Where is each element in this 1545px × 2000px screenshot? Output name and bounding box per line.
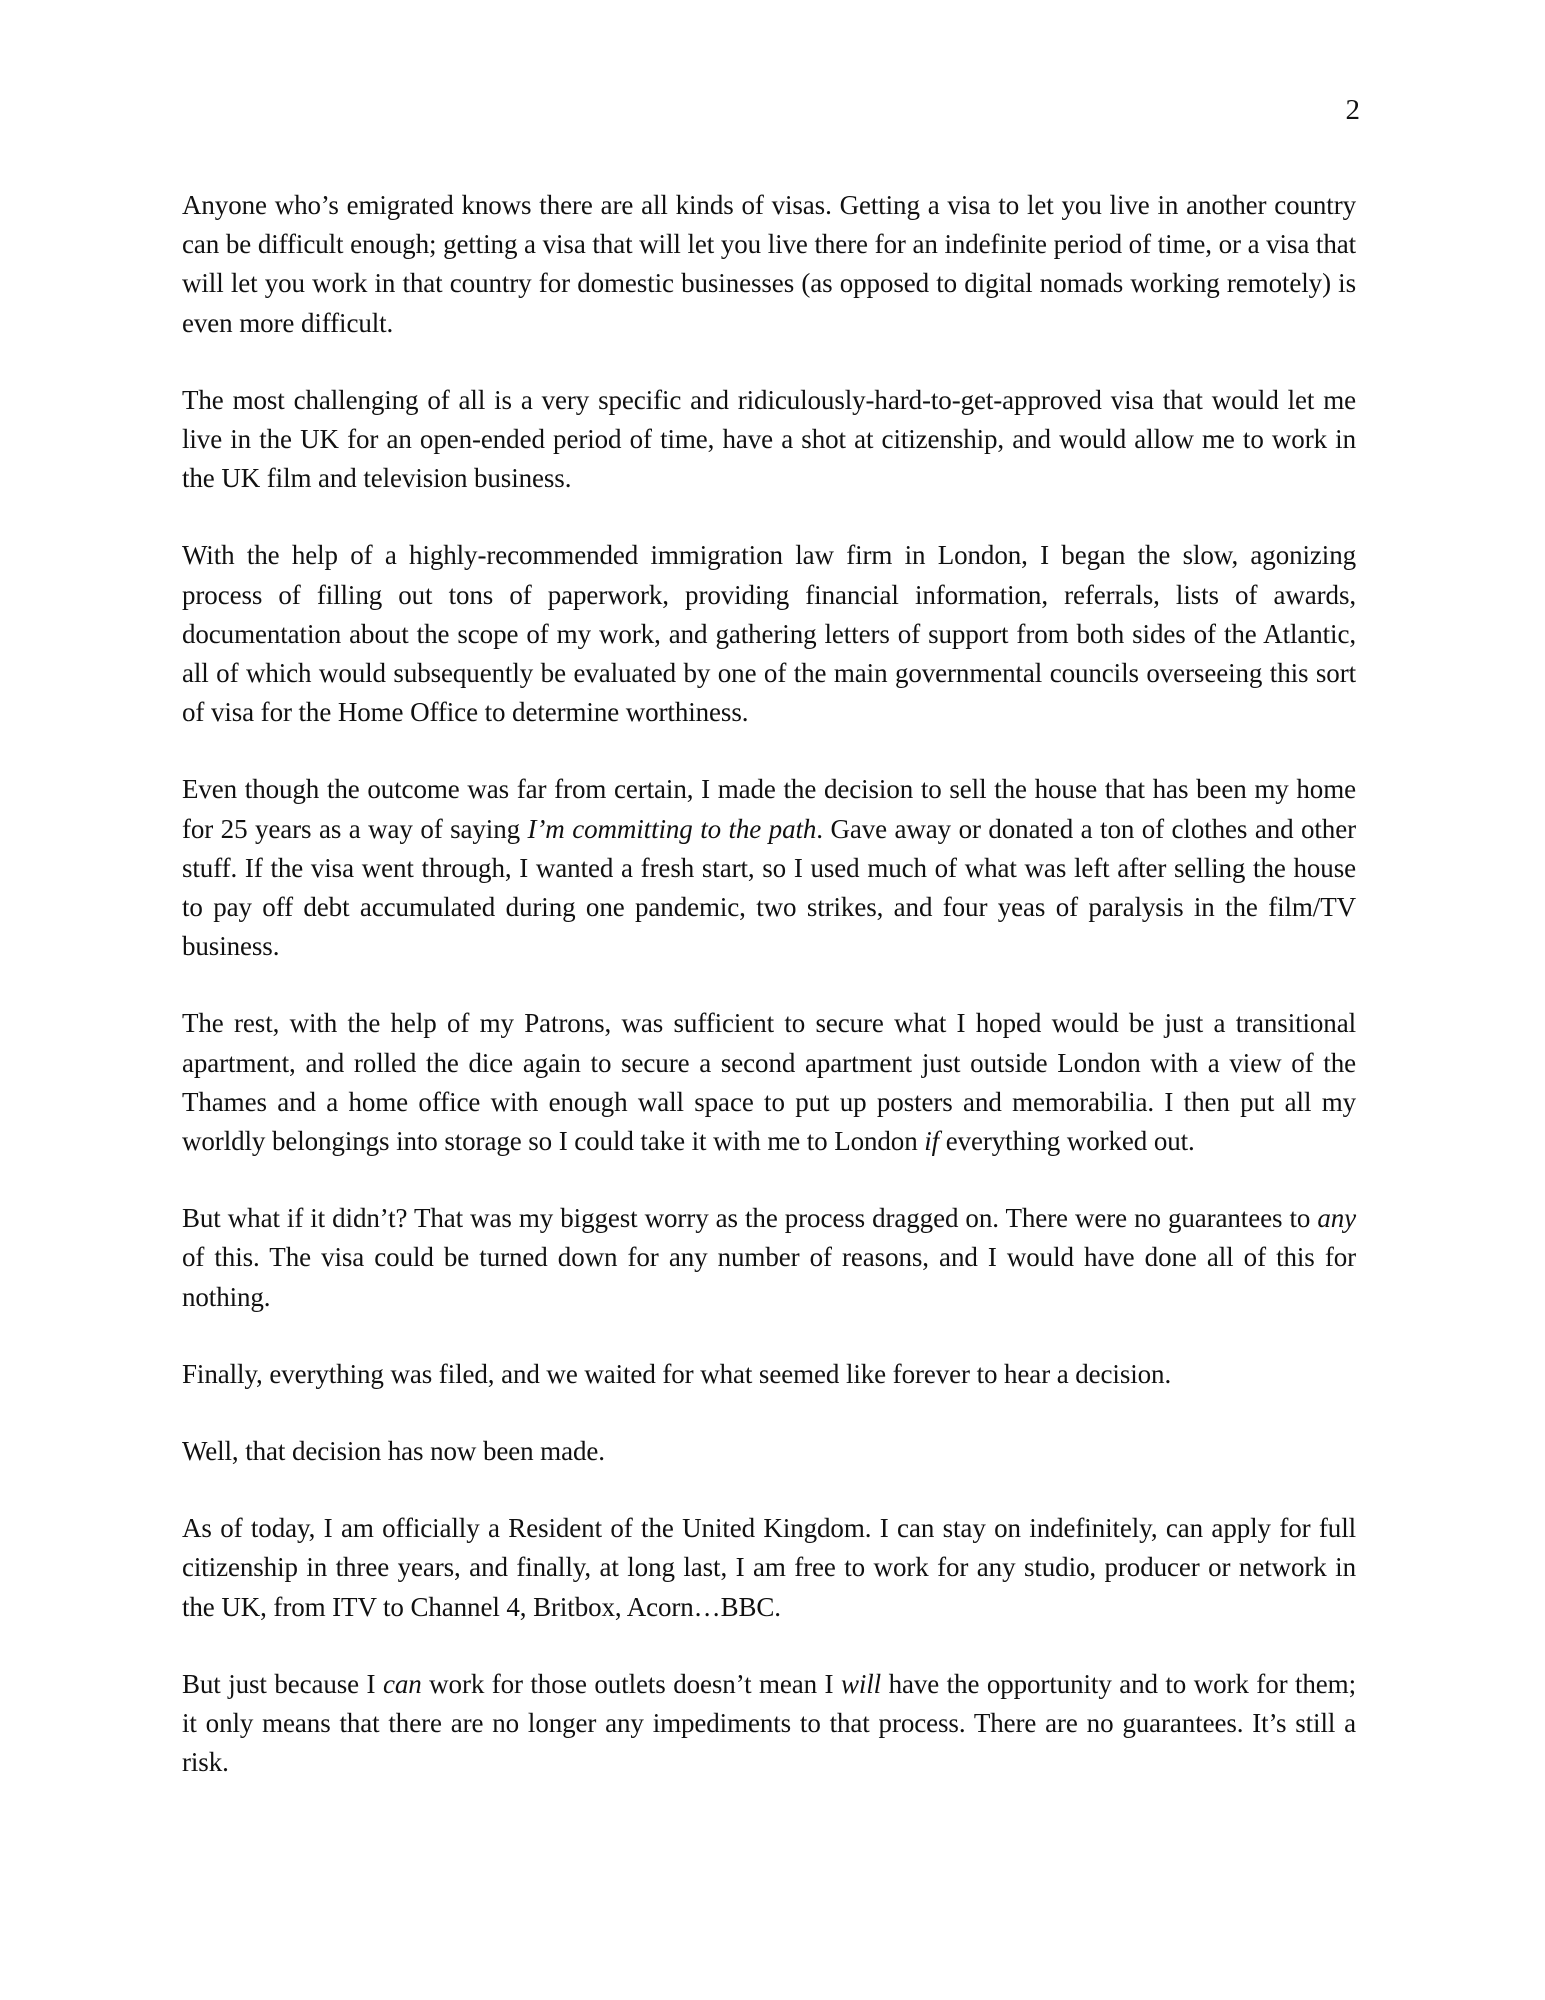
paragraph-text: With the help of a highly-recommended immigration law firm in London, I began the slow, agonizing process of filling out tons of paperwork, providing financial information, referrals, lists of awards, documentation about the scope of my work, and gathering letters of support from both sides of the Atlantic, all of which would subsequently be evaluated by one of the main governmental councils overseeing this sort of visa for the Home Office to determine worthiness.: [182, 540, 1356, 728]
paragraph-text: Well, that decision has now been made.: [182, 1436, 605, 1467]
paragraph-text: Even though the outcome was far from certain, I made the decision to sell the house that has been my home for 25 years as a way of saying: [182, 774, 1356, 844]
paragraph-emphasis: any: [1317, 1203, 1356, 1234]
paragraph-text: work for those outlets doesn’t mean I: [421, 1668, 841, 1699]
paragraph-emphasis: will: [840, 1668, 882, 1699]
paragraph-apartments: [182, 1004, 1356, 1161]
paragraph-sell-house: [182, 770, 1356, 966]
paragraph-text: The most challenging of all is a very specific and ridiculously-hard-to-get-approved visa that would let me live in the UK for an open-ended period of time, have a shot at citizenship, and would allow me to work in the UK film and television business.: [182, 384, 1356, 494]
paragraph-challenging-visa: [182, 381, 1356, 499]
paragraph-text: But just because I: [182, 1668, 383, 1699]
paragraph-text: of this. The visa could be turned down for any number of reasons, and I would have done all of this for nothing.: [182, 1242, 1356, 1312]
paragraph-emphasis: if: [924, 1126, 940, 1157]
paragraph-decision-made: [182, 1432, 1356, 1471]
page-number: 2: [1345, 94, 1360, 126]
paragraph-resident: [182, 1509, 1356, 1627]
paragraph-worry: [182, 1199, 1356, 1317]
paragraph-emphasis: I’m committing to the path: [527, 813, 817, 844]
paragraph-text: . Gave away or donated a ton of clothes and other stuff. If the visa went through, I wanted a fresh start, so I used much of what was left after selling the house to pay off debt accumulated during one pandemic, two strikes, and four yeas of paralysis in the film/TV business.: [182, 813, 1356, 962]
paragraph-text: have the opportunity and to work for them; it only means that there are no longer any impediments to that process. There are no guarantees. It’s still a risk.: [182, 1668, 1356, 1778]
paragraph-filed: [182, 1355, 1356, 1394]
paragraph-law-firm: [182, 536, 1356, 732]
paragraph-emphasis: can: [382, 1668, 422, 1699]
paragraph-text: Finally, everything was filed, and we waited for what seemed like forever to hear a decision.: [182, 1358, 1172, 1389]
paragraph-text: As of today, I am officially a Resident of the United Kingdom. I can stay on indefinitely, can apply for full citizenship in three years, and finally, at long last, I am free to work for any studio, producer or network in the UK, from ITV to Channel 4, Britbox, Acorn…BBC.: [182, 1513, 1356, 1622]
paragraph-still-a-risk: [182, 1665, 1356, 1783]
paragraph-text: Anyone who’s emigrated knows there are all kinds of visas. Getting a visa to let you live in another country can be difficult enough; getting a visa that will let you live there for an indefinite period of time, or a visa that will let you work in that country for domestic businesses (as opposed to digital nomads working remotely) is even more difficult.: [182, 190, 1356, 338]
paragraph-text: The rest, with the help of my Patrons, was sufficient to secure what I hoped would be just a transitional apartment, and rolled the dice again to secure a second apartment just outside London with a view of the Thames and a home office with enough wall space to put up posters and memorabilia. I then put all my worldly belongings into storage so I could take it with me to London: [182, 1008, 1356, 1157]
paragraph-visas-intro: [182, 186, 1356, 343]
paragraph-text: But what if it didn’t? That was my biggest worry as the process dragged on. There were no guarantees to: [182, 1203, 1318, 1234]
document-body: [182, 186, 1356, 1821]
paragraph-text: everything worked out.: [939, 1126, 1195, 1157]
